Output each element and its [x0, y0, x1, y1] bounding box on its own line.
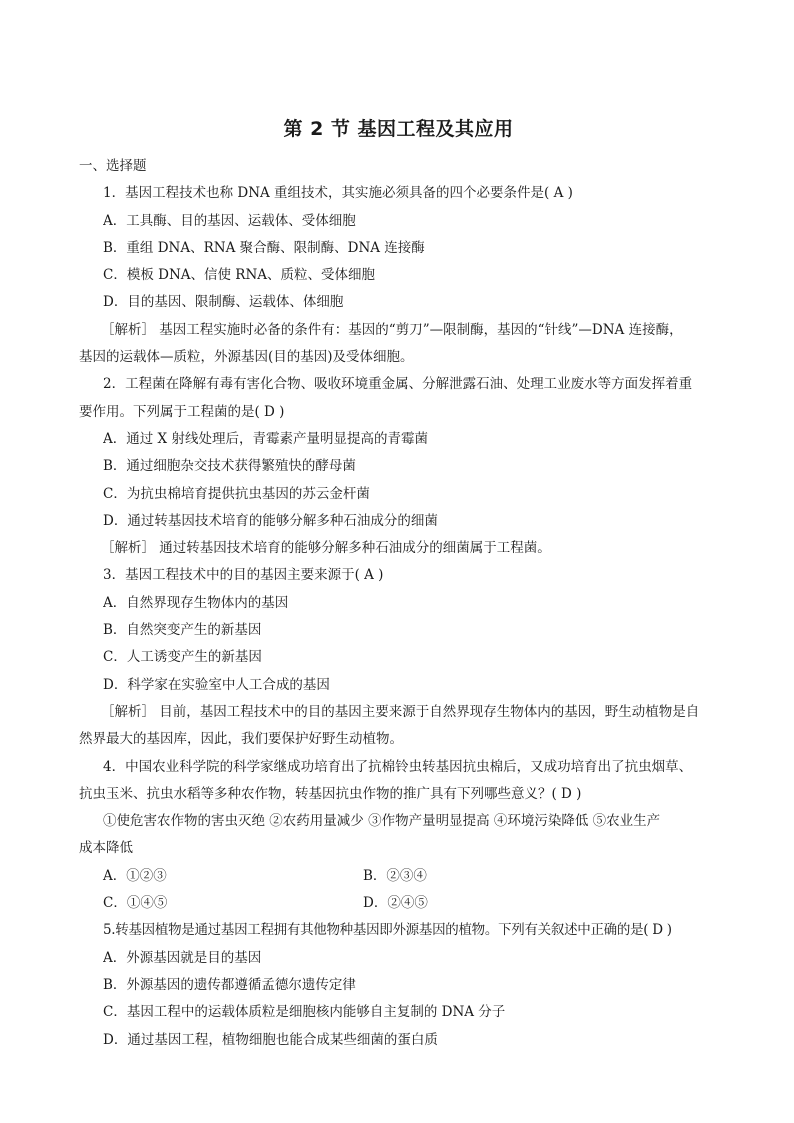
question-1-stem: 1．基因工程技术也称 DNA 重组技术，其实施必须具备的四个必要条件是( A ) [103, 185, 573, 202]
page-title: 第 2 节 基因工程及其应用 [283, 118, 514, 140]
question-3-explanation-cont: 然界最大的基因库，因此，我们要保护好野生动植物。 [79, 731, 403, 748]
question-2-stem: 2．工程菌在降解有毒有害化合物、吸收环境重金属、分解泄露石油、处理工业废水等方面发挥着重 [103, 376, 693, 393]
question-5-option-b: B．外源基因的遗传都遵循孟德尔遗传定律 [103, 976, 356, 993]
question-4-option-b: B．②③④ [363, 867, 427, 884]
question-5-option-c: C．基因工程中的运载体质粒是细胞核内能够自主复制的 DNA 分子 [103, 1004, 506, 1021]
question-1-explanation-cont: 基因的运载体—质粒，外源基因(目的基因)及受体细胞。 [79, 349, 414, 366]
question-5-option-a: A．外源基因就是目的基因 [103, 949, 262, 966]
question-3-option-c: C．人工诱变产生的新基因 [103, 649, 262, 666]
question-3-explanation: ［解析］ 目前，基因工程技术中的目的基因主要来源于自然界现存生物体内的基因，野生动植物是自 [101, 703, 700, 720]
question-4-options-row-1 [103, 863, 714, 890]
question-3-option-b: B．自然突变产生的新基因 [103, 622, 262, 639]
question-1-option-b: B．重组 DNA、RNA 聚合酶、限制酶、DNA 连接酶 [103, 239, 425, 256]
question-2-explanation: ［解析］ 通过转基因技术培育的能够分解多种石油成分的细菌属于工程菌。 [101, 540, 551, 557]
question-2-option-a: A．通过 X 射线处理后，青霉素产量明显提高的青霉菌 [103, 430, 428, 447]
question-3-option-d: D．科学家在实验室中人工合成的基因 [103, 676, 330, 693]
question-4-options-row-2 [103, 890, 714, 917]
question-4-stem: 4．中国农业科学院的科学家继成功培育出了抗棉铃虫转基因抗虫棉后，又成功培育出了抗虫烟草、 [103, 758, 693, 775]
question-4-option-d: D．②④⑤ [363, 895, 428, 912]
question-1-option-d: D．目的基因、限制酶、运载体、体细胞 [103, 294, 344, 311]
question-4-items-cont: 成本降低 [79, 840, 133, 857]
question-2-option-b: B．通过细胞杂交技术获得繁殖快的酵母菌 [103, 458, 356, 475]
question-4-option-a: A．①②③ [103, 867, 167, 884]
question-3-option-a: A．自然界现存生物体内的基因 [103, 594, 289, 611]
question-2-option-d: D．通过转基因技术培育的能够分解多种石油成分的细菌 [103, 512, 438, 529]
question-5-stem: 5.转基因植物是通过基因工程拥有其他物种基因即外源基因的植物。下列有关叙述中正确的是( D ) [103, 922, 672, 939]
question-1-explanation: ［解析］ 基因工程实施时必备的条件有：基因的“剪刀”—限制酶，基因的“针线”—DNA 连接酶， [101, 321, 683, 338]
question-4-stem-cont: 抗虫玉米、抗虫水稻等多种农作物，转基因抗虫作物的推广具有下列哪些意义？( D ) [79, 785, 582, 802]
question-1-option-c: C．模板 DNA、信使 RNA、质粒、受体细胞 [103, 267, 376, 284]
question-1-option-a: A．工具酶、目的基因、运载体、受体细胞 [103, 212, 356, 229]
section-heading: 一、选择题 [79, 158, 147, 174]
question-4-items: ①使危害农作物的害虫灭绝 ②农药用量减少 ③作物产量明显提高 ④环境污染降低 ⑤农业生产 [103, 813, 661, 830]
question-3-stem: 3．基因工程技术中的目的基因主要来源于( A ) [103, 567, 384, 584]
question-2-option-c: C．为抗虫棉培育提供抗虫基因的苏云金杆菌 [103, 485, 370, 502]
question-4-option-c: C．①④⑤ [103, 895, 168, 912]
question-5-option-d: D．通过基因工程，植物细胞也能合成某些细菌的蛋白质 [103, 1031, 438, 1048]
question-2-stem-cont: 要作用。下列属于工程菌的是( D ) [79, 403, 285, 420]
